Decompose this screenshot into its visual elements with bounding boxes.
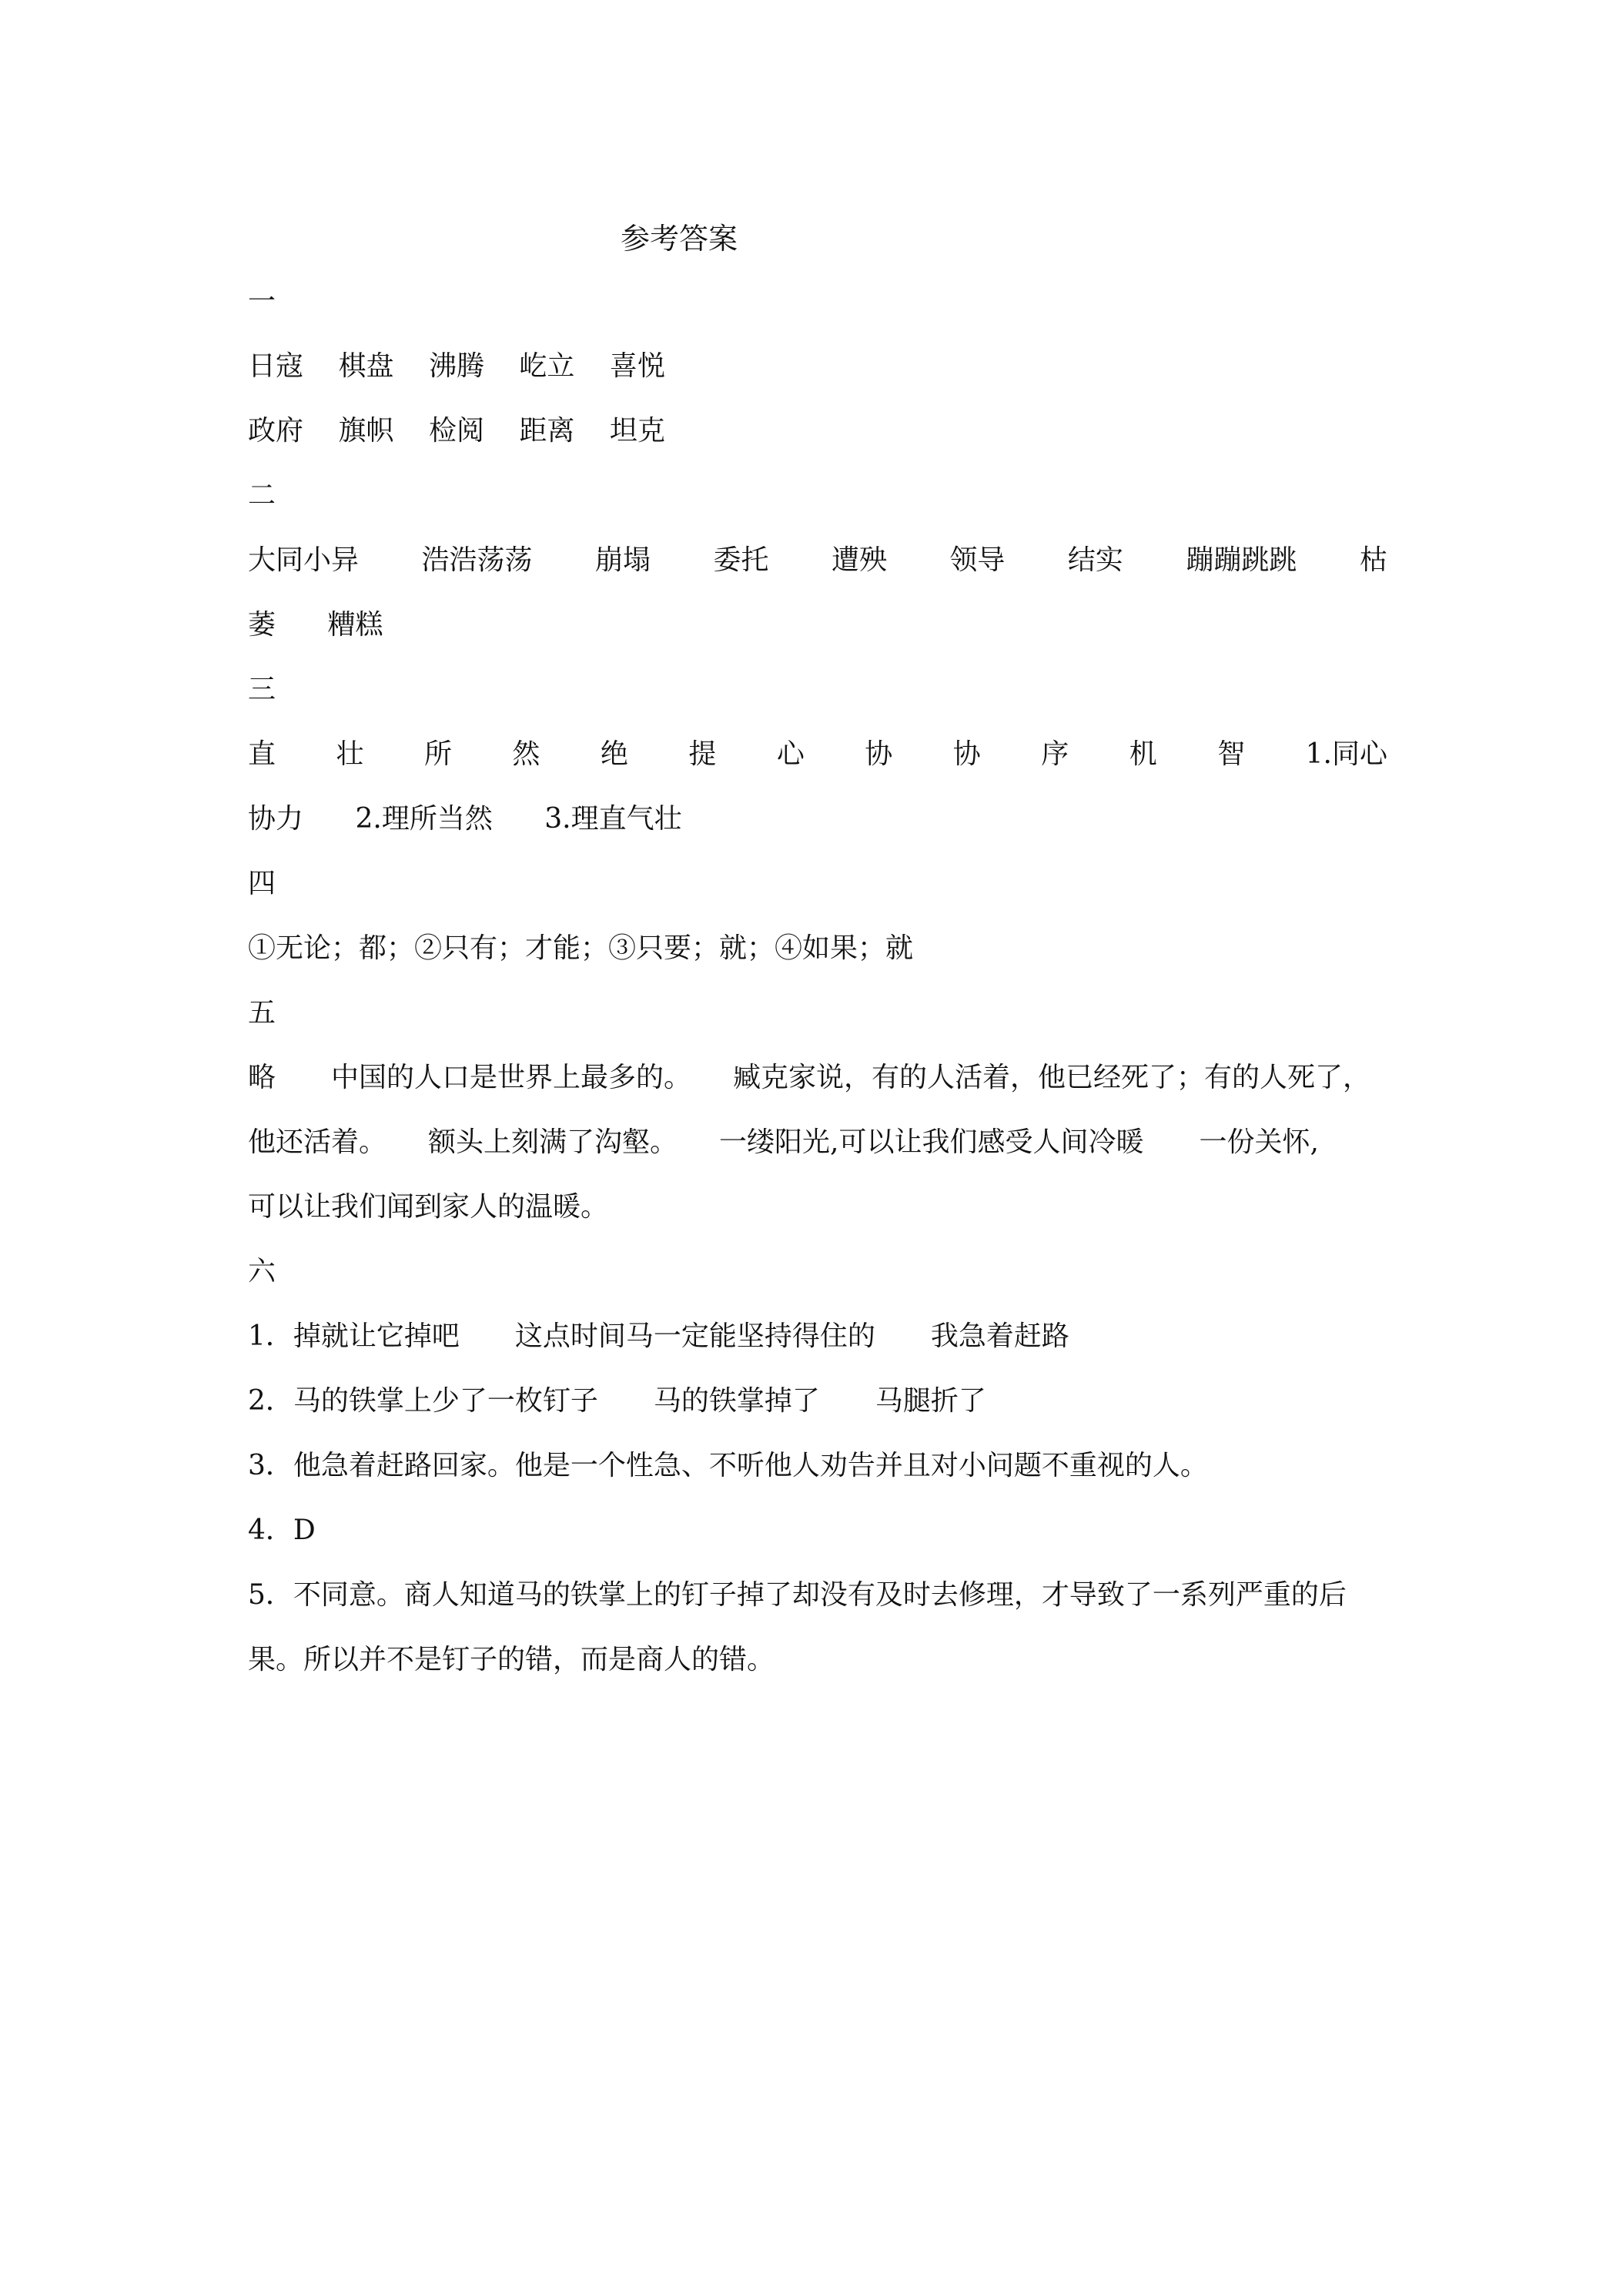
answer-word: 大同小异 [248, 544, 360, 576]
section-6-item-5-line-1: 5．不同意。商人知道马的铁掌上的钉子掉了却没有及时去修理，才导致了一系列严重的后 [248, 1579, 1347, 1611]
section-2-heading: 二 [248, 480, 276, 511]
answer-word: 蹦蹦跳跳 [1186, 544, 1297, 576]
section-1-heading: 一 [248, 286, 276, 317]
section-6-item-4: 4．D [248, 1514, 316, 1546]
answer-word: 糟糕 [327, 609, 383, 641]
answer-word: 喜悦 [609, 350, 665, 382]
answer-word: 坦克 [609, 415, 665, 447]
answer-char: 然 [512, 738, 540, 770]
answer-word: 棋盘 [338, 350, 394, 382]
answer-word: 委托 [713, 544, 769, 576]
answer-char: 协 [952, 738, 981, 770]
answer-word: 屹立 [519, 350, 575, 382]
answer-char: 1.同心 [1305, 738, 1387, 770]
answer-char: 心 [776, 738, 805, 770]
section-1-row-1 [248, 334, 1387, 399]
section-3-row-2 [248, 787, 1387, 852]
answer-word: 沸腾 [428, 350, 484, 382]
section-6-item-3: 3．他急着赶路回家。他是一个性急、不听他人劝告并且对小问题不重视的人。 [248, 1450, 1208, 1481]
answer-char: 绝 [600, 738, 628, 770]
answer-char: 直 [248, 738, 276, 770]
answer-word: 距离 [519, 415, 575, 447]
section-6-item-5-line-2: 果。所以并不是钉子的错，而是商人的错。 [248, 1644, 775, 1675]
answer-word: 枯 [1359, 544, 1387, 576]
answer-char: 智 [1217, 738, 1246, 770]
answer-char: 所 [423, 738, 452, 770]
section-4-text: ①无论；都；②只有；才能；③只要；就；④如果；就 [248, 932, 914, 964]
section-5-heading: 五 [248, 997, 276, 1029]
answer-word: 政府 [248, 415, 304, 447]
answer-char: 壮 [336, 738, 364, 770]
section-6-item-1: 1．掉就让它掉吧 这点时间马一定能坚持得住的 我急着赶路 [248, 1320, 1069, 1352]
section-1-row-2 [248, 399, 1387, 464]
section-5-line-2: 他还活着。 额头上刻满了沟壑。 一缕阳光,可以让我们感受人间冷暖 一份关怀, [248, 1126, 1319, 1158]
answer-char: 协 [865, 738, 893, 770]
page-title: 参考答案 [621, 222, 738, 256]
answer-word: 崩塌 [594, 544, 651, 576]
section-2-row-2 [248, 593, 1387, 658]
answer-word: 日寇 [248, 350, 304, 382]
section-6-heading: 六 [248, 1256, 276, 1287]
answer-word: 萎 [248, 609, 276, 641]
answer-char: 序 [1041, 738, 1069, 770]
section-2-row-1 [248, 528, 1387, 593]
answer-word: 旗帜 [338, 415, 394, 447]
answer-word: 浩浩荡荡 [421, 544, 533, 576]
answer-word: 2.理所当然 [355, 803, 493, 835]
section-4-heading: 四 [248, 868, 276, 899]
section-5-line-3: 可以让我们闻到家人的温暖。 [248, 1191, 609, 1223]
answer-word: 遭殃 [831, 544, 887, 576]
section-5-line-1: 略 中国的人口是世界上最多的。 臧克家说，有的人活着，他已经死了；有的人死了， [248, 1062, 1371, 1093]
answer-word: 3.理直气壮 [544, 803, 682, 835]
answer-word: 结实 [1067, 544, 1123, 576]
answer-content [248, 208, 1387, 1692]
answer-word: 检阅 [428, 415, 484, 447]
section-6-item-2: 2．马的铁掌上少了一枚钉子 马的铁掌掉了 马腿折了 [248, 1385, 986, 1417]
section-3-row-1 [248, 722, 1387, 787]
answer-word: 领导 [949, 544, 1006, 576]
answer-char: 提 [688, 738, 717, 770]
answer-word: 协力 [248, 803, 304, 835]
section-3-heading: 三 [248, 674, 276, 705]
answer-char: 机 [1129, 738, 1157, 770]
